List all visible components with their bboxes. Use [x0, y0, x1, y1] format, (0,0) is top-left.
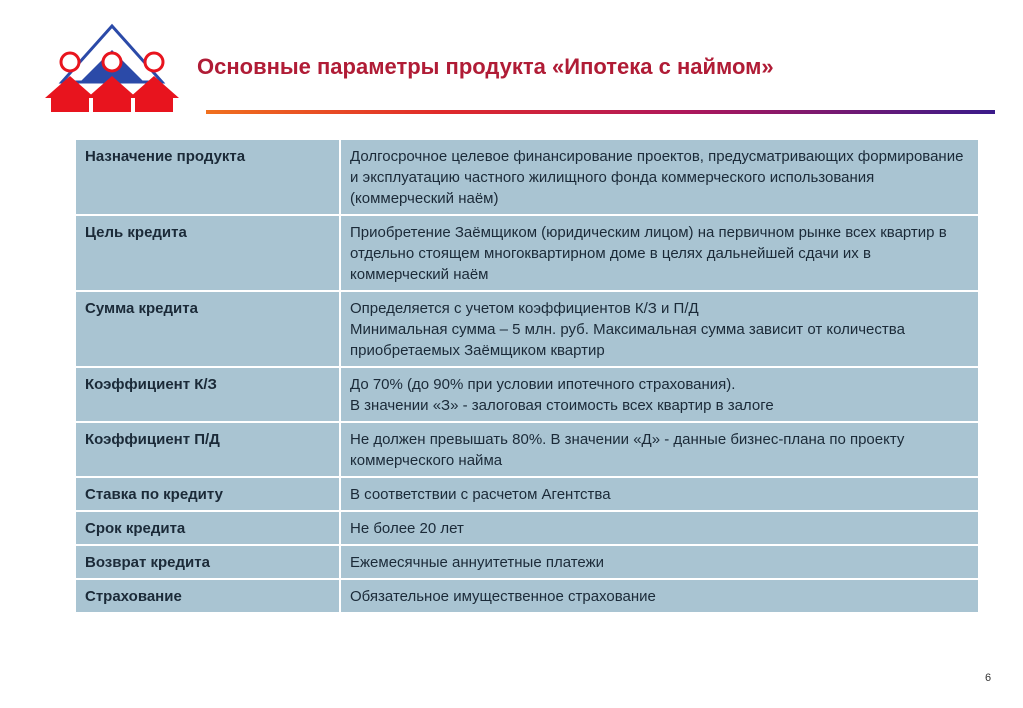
- row-label: Возврат кредита: [75, 545, 340, 579]
- table-row: [75, 422, 979, 477]
- row-label: Цель кредита: [75, 215, 340, 291]
- table-row: [75, 545, 979, 579]
- row-value-line: Долгосрочное целевое финансирование проектов, предусматривающих формирование и эксплуатацию частного жилищного фонда коммерческого использования (коммерческий наём): [350, 148, 964, 207]
- row-value: [340, 139, 979, 215]
- row-value: [340, 579, 979, 613]
- row-value-line: Минимальная сумма – 5 млн. руб. Максимальная сумма зависит от количества приобретаемых Заёмщиком квартир: [350, 321, 905, 359]
- row-label: Назначение продукта: [75, 139, 340, 215]
- row-value-line: Определяется с учетом коэффициентов К/З и П/Д: [350, 300, 699, 317]
- row-value: [340, 291, 979, 367]
- row-label: Страхование: [75, 579, 340, 613]
- row-value: [340, 477, 979, 511]
- row-value: [340, 367, 979, 422]
- product-parameters-table: [74, 138, 980, 614]
- row-value: [340, 545, 979, 579]
- table-row: [75, 477, 979, 511]
- row-value: [340, 215, 979, 291]
- row-value-line: В значении «З» - залоговая стоимость всех квартир в залоге: [350, 397, 774, 414]
- table-row: [75, 291, 979, 367]
- row-label: Срок кредита: [75, 511, 340, 545]
- row-value: [340, 422, 979, 477]
- row-value-line: В соответствии с расчетом Агентства: [350, 486, 611, 503]
- company-logo: [40, 20, 185, 115]
- page-number: 6: [985, 672, 992, 684]
- row-value-line: До 70% (до 90% при условии ипотечного страхования).: [350, 376, 736, 393]
- logo-head-center: [103, 53, 121, 71]
- table-row: [75, 511, 979, 545]
- row-label: Сумма кредита: [75, 291, 340, 367]
- row-value-line: Ежемесячные аннуитетные платежи: [350, 554, 605, 571]
- row-value-line: Не более 20 лет: [350, 520, 464, 537]
- row-label: Коэффициент П/Д: [75, 422, 340, 477]
- table-row: [75, 139, 979, 215]
- page-title: Основные параметры продукта «Ипотека с наймом»: [197, 54, 774, 79]
- table-row: [75, 367, 979, 422]
- row-value: [340, 511, 979, 545]
- row-value-line: Приобретение Заёмщиком (юридическим лицом) на первичном рынке всех квартир в отдельно стоящем многоквартирном доме в целях дальнейшей сдачи их в коммерческий наём: [350, 224, 947, 283]
- title-gradient-rule: [206, 110, 995, 114]
- row-label: Коэффициент К/З: [75, 367, 340, 422]
- table-body: [75, 139, 979, 613]
- logo-head-left: [61, 53, 79, 71]
- row-label: Ставка по кредиту: [75, 477, 340, 511]
- table-row: [75, 215, 979, 291]
- row-value-line: Не должен превышать 80%. В значении «Д» - данные бизнес-плана по проекту коммерческого найма: [350, 431, 905, 469]
- logo-head-right: [145, 53, 163, 71]
- table-row: [75, 579, 979, 613]
- row-value-line: Обязательное имущественное страхование: [350, 588, 656, 605]
